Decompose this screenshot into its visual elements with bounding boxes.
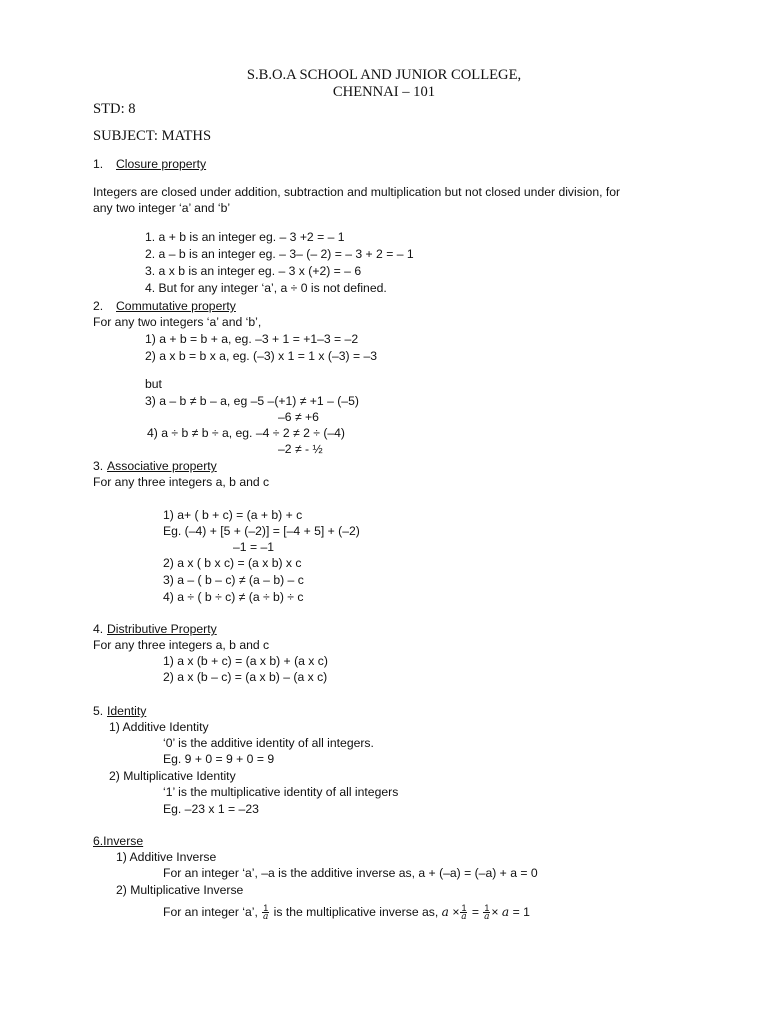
multiplicative-identity-example: Eg. –23 x 1 = –23 (163, 802, 259, 816)
commutative-item-4-result: –2 ≠ - ½ (278, 442, 323, 456)
associative-item-3: 3) a – ( b – c) ≠ (a – b) – c (163, 573, 304, 587)
equation-a-1: a (441, 905, 449, 919)
fraction-denominator: a (263, 912, 269, 923)
section-4-title: Distributive Property (107, 622, 217, 636)
associative-item-4: 4) a ÷ ( b ÷ c) ≠ (a ÷ b) ÷ c (163, 590, 304, 604)
equation-a-2: a (501, 905, 510, 919)
equation-fraction-1-den: a (461, 912, 467, 923)
multiplicative-identity-title: 2) Multiplicative Identity (109, 769, 236, 783)
mult-inverse-text-pre: For an integer ‘a’, (163, 905, 258, 919)
additive-inverse-title: 1) Additive Inverse (116, 850, 217, 864)
section-1-number: 1. (93, 157, 104, 171)
equation-equals-2: = (512, 905, 520, 919)
associative-item-1: 1) a+ ( b + c) = (a + b) + c (163, 508, 303, 522)
multiplicative-inverse-text (163, 902, 530, 922)
mult-inverse-text-mid: is the multiplicative inverse as, (273, 905, 439, 919)
associative-example: Eg. (–4) + [5 + (–2)] = [–4 + 5] + (–2) (163, 524, 360, 538)
equation-fraction-1 (460, 904, 467, 921)
section-5-title: Identity (107, 704, 147, 718)
equation-times-2: × (491, 905, 499, 919)
section-2-title: Commutative property (116, 299, 236, 313)
closure-item-2: 2. a – b is an integer eg. – 3– (– 2) = – 3 + 2 = – 1 (145, 247, 414, 261)
section-6-heading (93, 833, 143, 849)
section-6-number: 6. (93, 834, 104, 848)
section-6-title: Inverse (103, 834, 144, 848)
multiplicative-inverse-title: 2) Multiplicative Inverse (116, 883, 244, 897)
additive-identity-text: ‘0’ is the additive identity of all integers. (163, 736, 374, 750)
section-4-number: 4. (93, 622, 104, 636)
commutative-item-2: 2) a x b = b x a, eg. (–3) x 1 = 1 x (–3) = –3 (145, 349, 378, 363)
distributive-item-2: 2) a x (b – c) = (a x b) – (a x c) (163, 670, 328, 684)
equation-times-1: × (452, 905, 460, 919)
subject-label: SUBJECT: MATHS (93, 128, 212, 144)
equation-fraction-2 (483, 904, 490, 921)
fraction-numerator: 1 (263, 903, 269, 914)
commutative-item-1: 1) a + b = b + a, eg. –3 + 1 = +1–3 = –2 (145, 332, 359, 346)
fraction-one-over-a (262, 904, 269, 921)
commutative-item-3: 3) a – b ≠ b – a, eg –5 –(+1) ≠ +1 – (–5) (145, 394, 359, 408)
additive-identity-title: 1) Additive Identity (109, 720, 209, 734)
section-3-title: Associative property (107, 459, 217, 473)
associative-example-result: –1 = –1 (233, 540, 275, 554)
std-label: STD: 8 (93, 101, 136, 117)
equation-fraction-2-den: a (484, 912, 490, 923)
section-5-number: 5. (93, 704, 104, 718)
school-city: CHENNAI – 101 (332, 84, 436, 100)
closure-item-3: 3. a x b is an integer eg. – 3 x (+2) = – 6 (145, 264, 362, 278)
associative-intro: For any three integers a, b and c (93, 475, 270, 489)
commutative-item-3-result: –6 ≠ +6 (278, 410, 319, 424)
closure-intro-line2: any two integer ‘a’ and ‘b’ (93, 201, 231, 215)
multiplicative-identity-text: ‘1’ is the multiplicative identity of all integers (163, 785, 399, 799)
additive-identity-example: Eg. 9 + 0 = 9 + 0 = 9 (163, 752, 275, 766)
equation-fraction-2-num: 1 (484, 903, 490, 914)
section-2-number: 2. (93, 299, 104, 313)
distributive-item-1: 1) a x (b + c) = (a x b) + (a x c) (163, 654, 328, 668)
closure-item-1: 1. a + b is an integer eg. – 3 +2 = – 1 (145, 230, 345, 244)
equation-one: 1 (523, 905, 530, 919)
equation-fraction-1-num: 1 (461, 903, 467, 914)
additive-inverse-text: For an integer ‘a’, –a is the additive inverse as, a + (–a) = (–a) + a = 0 (163, 866, 538, 880)
commutative-item-4: 4) a ÷ b ≠ b ÷ a, eg. –4 ÷ 2 ≠ 2 ÷ (–4) (147, 426, 345, 440)
school-name: S.B.O.A SCHOOL AND JUNIOR COLLEGE, (246, 67, 522, 83)
distributive-intro: For any three integers a, b and c (93, 638, 270, 652)
section-1-title: Closure property (116, 157, 207, 171)
closure-item-4: 4. But for any integer ‘a’, a ÷ 0 is not defined. (145, 281, 387, 295)
equation-equals-1: = (471, 905, 479, 919)
closure-intro-line1: Integers are closed under addition, subtraction and multiplication but not closed under division, for (93, 185, 621, 199)
associative-item-2: 2) a x ( b x c) = (a x b) x c (163, 556, 302, 570)
commutative-but: but (145, 377, 162, 391)
section-3-number: 3. (93, 459, 104, 473)
commutative-intro: For any two integers ‘a’ and ‘b’, (93, 315, 262, 329)
